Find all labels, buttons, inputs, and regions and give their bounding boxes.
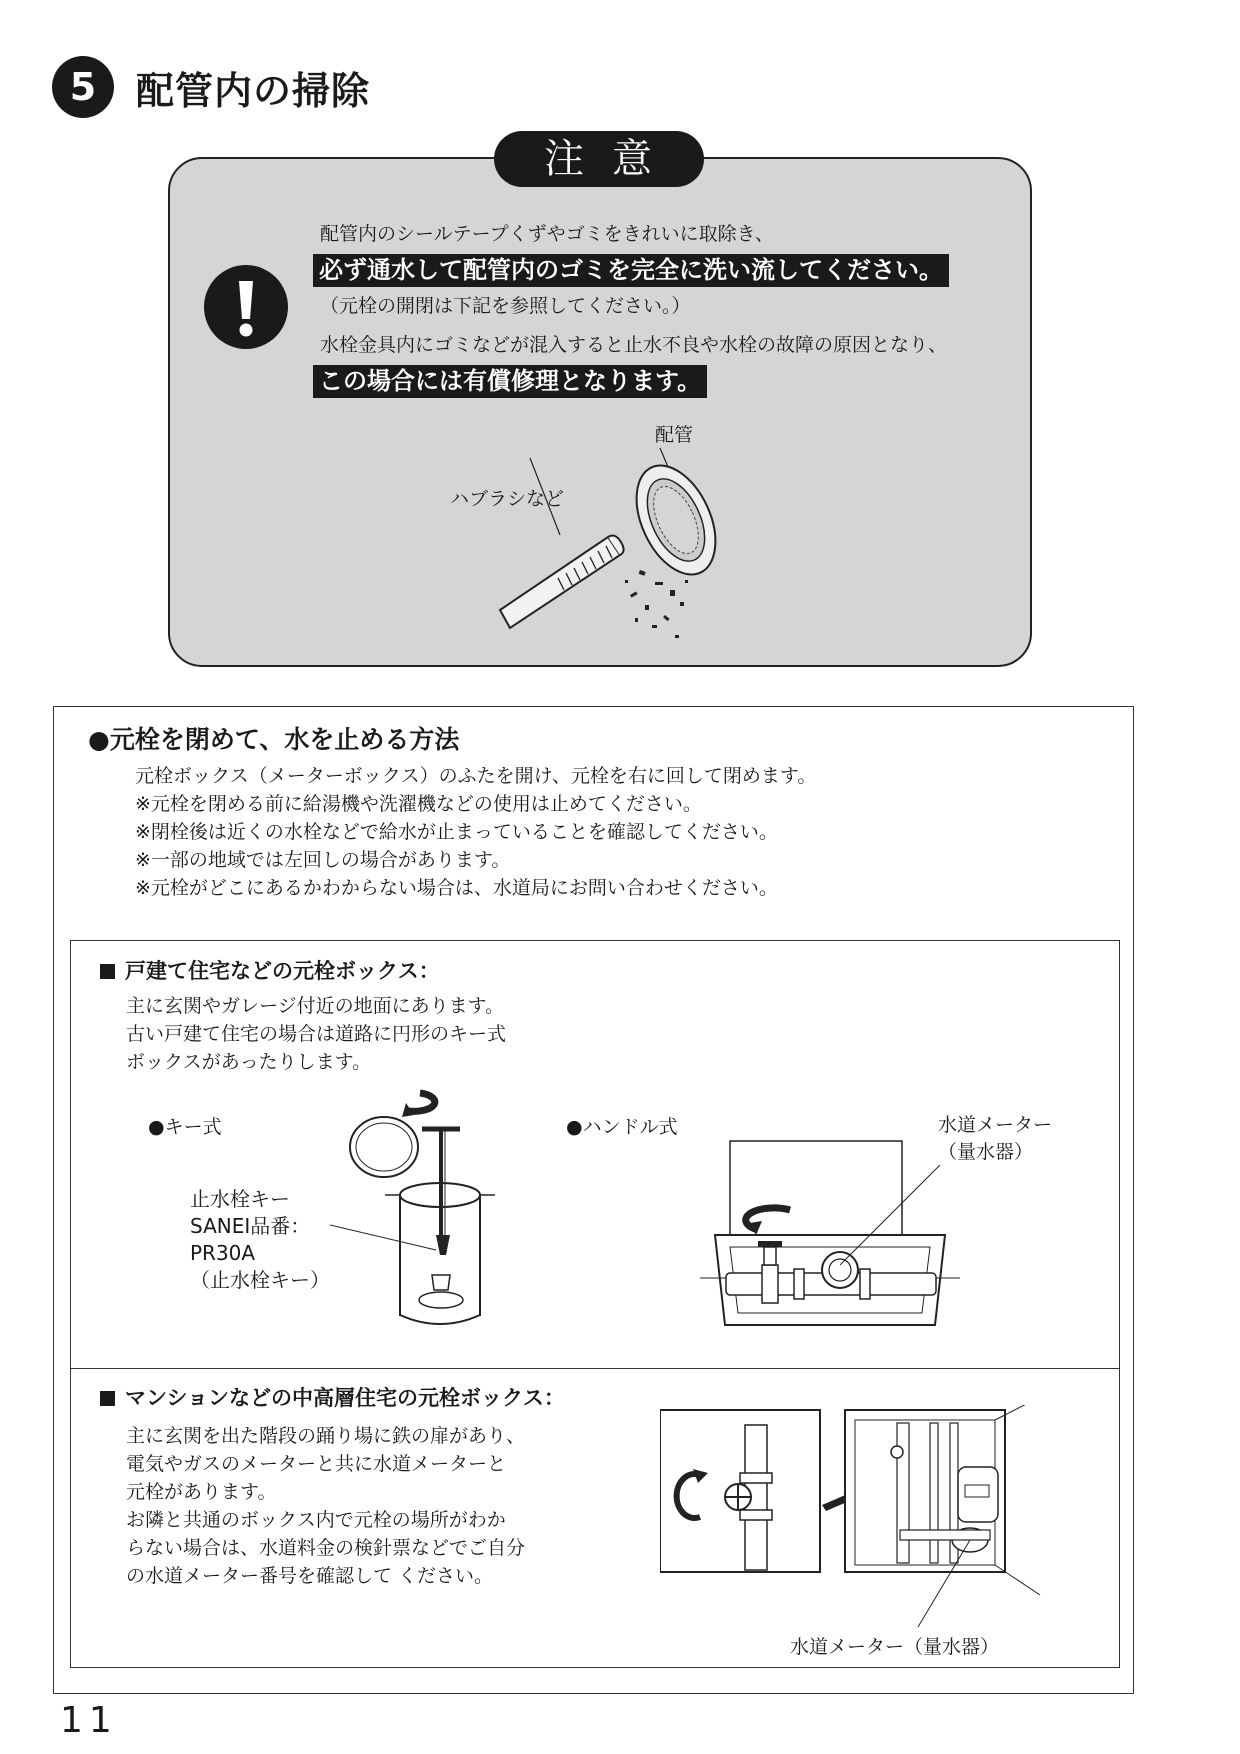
stop-key-sku: PR30A [190, 1241, 256, 1265]
apartment-line: の水道メーター番号を確認して ください。 [126, 1565, 494, 1587]
apartment-title: マンションなどの中高層住宅の元栓ボックス： [125, 1386, 565, 1410]
apartment-line: 電気やガスのメーターと共に水道メーターと [126, 1453, 507, 1475]
caution-highlight-1: 必ず通水して配管内のゴミを完全に洗い流してください。 [313, 254, 949, 287]
detached-line: 主に玄関やガレージ付近の地面にあります。 [126, 995, 505, 1017]
brush-label: ハブラシなど [450, 488, 565, 510]
apartment-heading [100, 1382, 565, 1412]
caution-line-2: （元栓の開閉は下記を参照してください。） [320, 295, 691, 317]
handle-type-valve-box-illustration [700, 1135, 960, 1335]
key-type-valve-box-illustration [330, 1085, 500, 1335]
shutoff-note: ※一部の地域では左回しの場合があります。 [135, 849, 511, 871]
detached-house-description [126, 992, 506, 1076]
apartment-line: らない場合は、水道料金の検針票などでご自分 [126, 1537, 526, 1559]
stop-key-sku-label: SANEI品番： [190, 1214, 311, 1238]
square-bullet-icon [100, 964, 115, 979]
pipe-cleaning-illustration [480, 440, 740, 650]
stop-key-note: （止水栓キー） [190, 1268, 330, 1292]
water-meter-sublabel: （量水器） [938, 1141, 1034, 1163]
shutoff-note: ※元栓を閉める前に給湯機や洗濯機などの使用は止めてください。 [135, 793, 702, 815]
shutoff-title: ●元栓を閉めて、水を止める方法 [88, 725, 460, 754]
caution-tab: 注意 [494, 131, 704, 187]
page-number: 11 [60, 1700, 118, 1741]
detached-house-title: 戸建て住宅などの元栓ボックス： [125, 959, 440, 983]
square-bullet-icon [100, 1391, 115, 1406]
apartment-line: お隣と共通のボックス内で元栓の場所がわか [126, 1509, 506, 1531]
handle-type-label: ●ハンドル式 [566, 1116, 678, 1138]
exclamation-icon [204, 265, 288, 349]
step-number-badge: 5 [52, 56, 114, 118]
key-type-label: ●キー式 [148, 1116, 222, 1138]
detached-line: ボックスがあったりします。 [126, 1051, 372, 1073]
apartment-meter-box-illustration [660, 1405, 1060, 1630]
shutoff-line: 元栓ボックス（メーターボックス）のふたを開け、元栓を右に回して閉めます。 [135, 765, 817, 787]
section-title: 配管内の掃除 [136, 69, 371, 113]
shutoff-note: ※元栓がどこにあるかわからない場合は、水道局にお問い合わせください。 [135, 877, 778, 899]
shutoff-note: ※閉栓後は近くの水栓などで給水が止まっていることを確認してください。 [135, 821, 778, 843]
detached-line: 古い戸建て住宅の場合は道路に円形のキー式 [126, 1023, 507, 1045]
apartment-line: 元栓があります。 [126, 1481, 277, 1503]
apartment-water-meter-label: 水道メーター（量水器） [790, 1636, 1000, 1658]
caution-line-1: 配管内のシールテープくずやゴミをきれいに取除き、 [320, 223, 774, 245]
detached-house-heading [100, 955, 440, 985]
apartment-description [126, 1422, 525, 1590]
water-meter-label: 水道メーター [938, 1114, 1053, 1136]
stop-key-name: 止水栓キー [190, 1187, 290, 1211]
caution-highlight-2: この場合には有償修理となります。 [313, 365, 707, 398]
shutoff-instructions [135, 762, 816, 902]
section-divider [70, 1368, 1120, 1369]
caution-line-3: 水栓金具内にゴミなどが混入すると止水不良や水栓の故障の原因となり、 [320, 334, 948, 356]
stop-key-labels [190, 1186, 330, 1294]
apartment-line: 主に玄関を出た階段の踊り場に鉄の扉があり、 [126, 1425, 526, 1447]
pipe-label: 配管 [655, 424, 694, 446]
